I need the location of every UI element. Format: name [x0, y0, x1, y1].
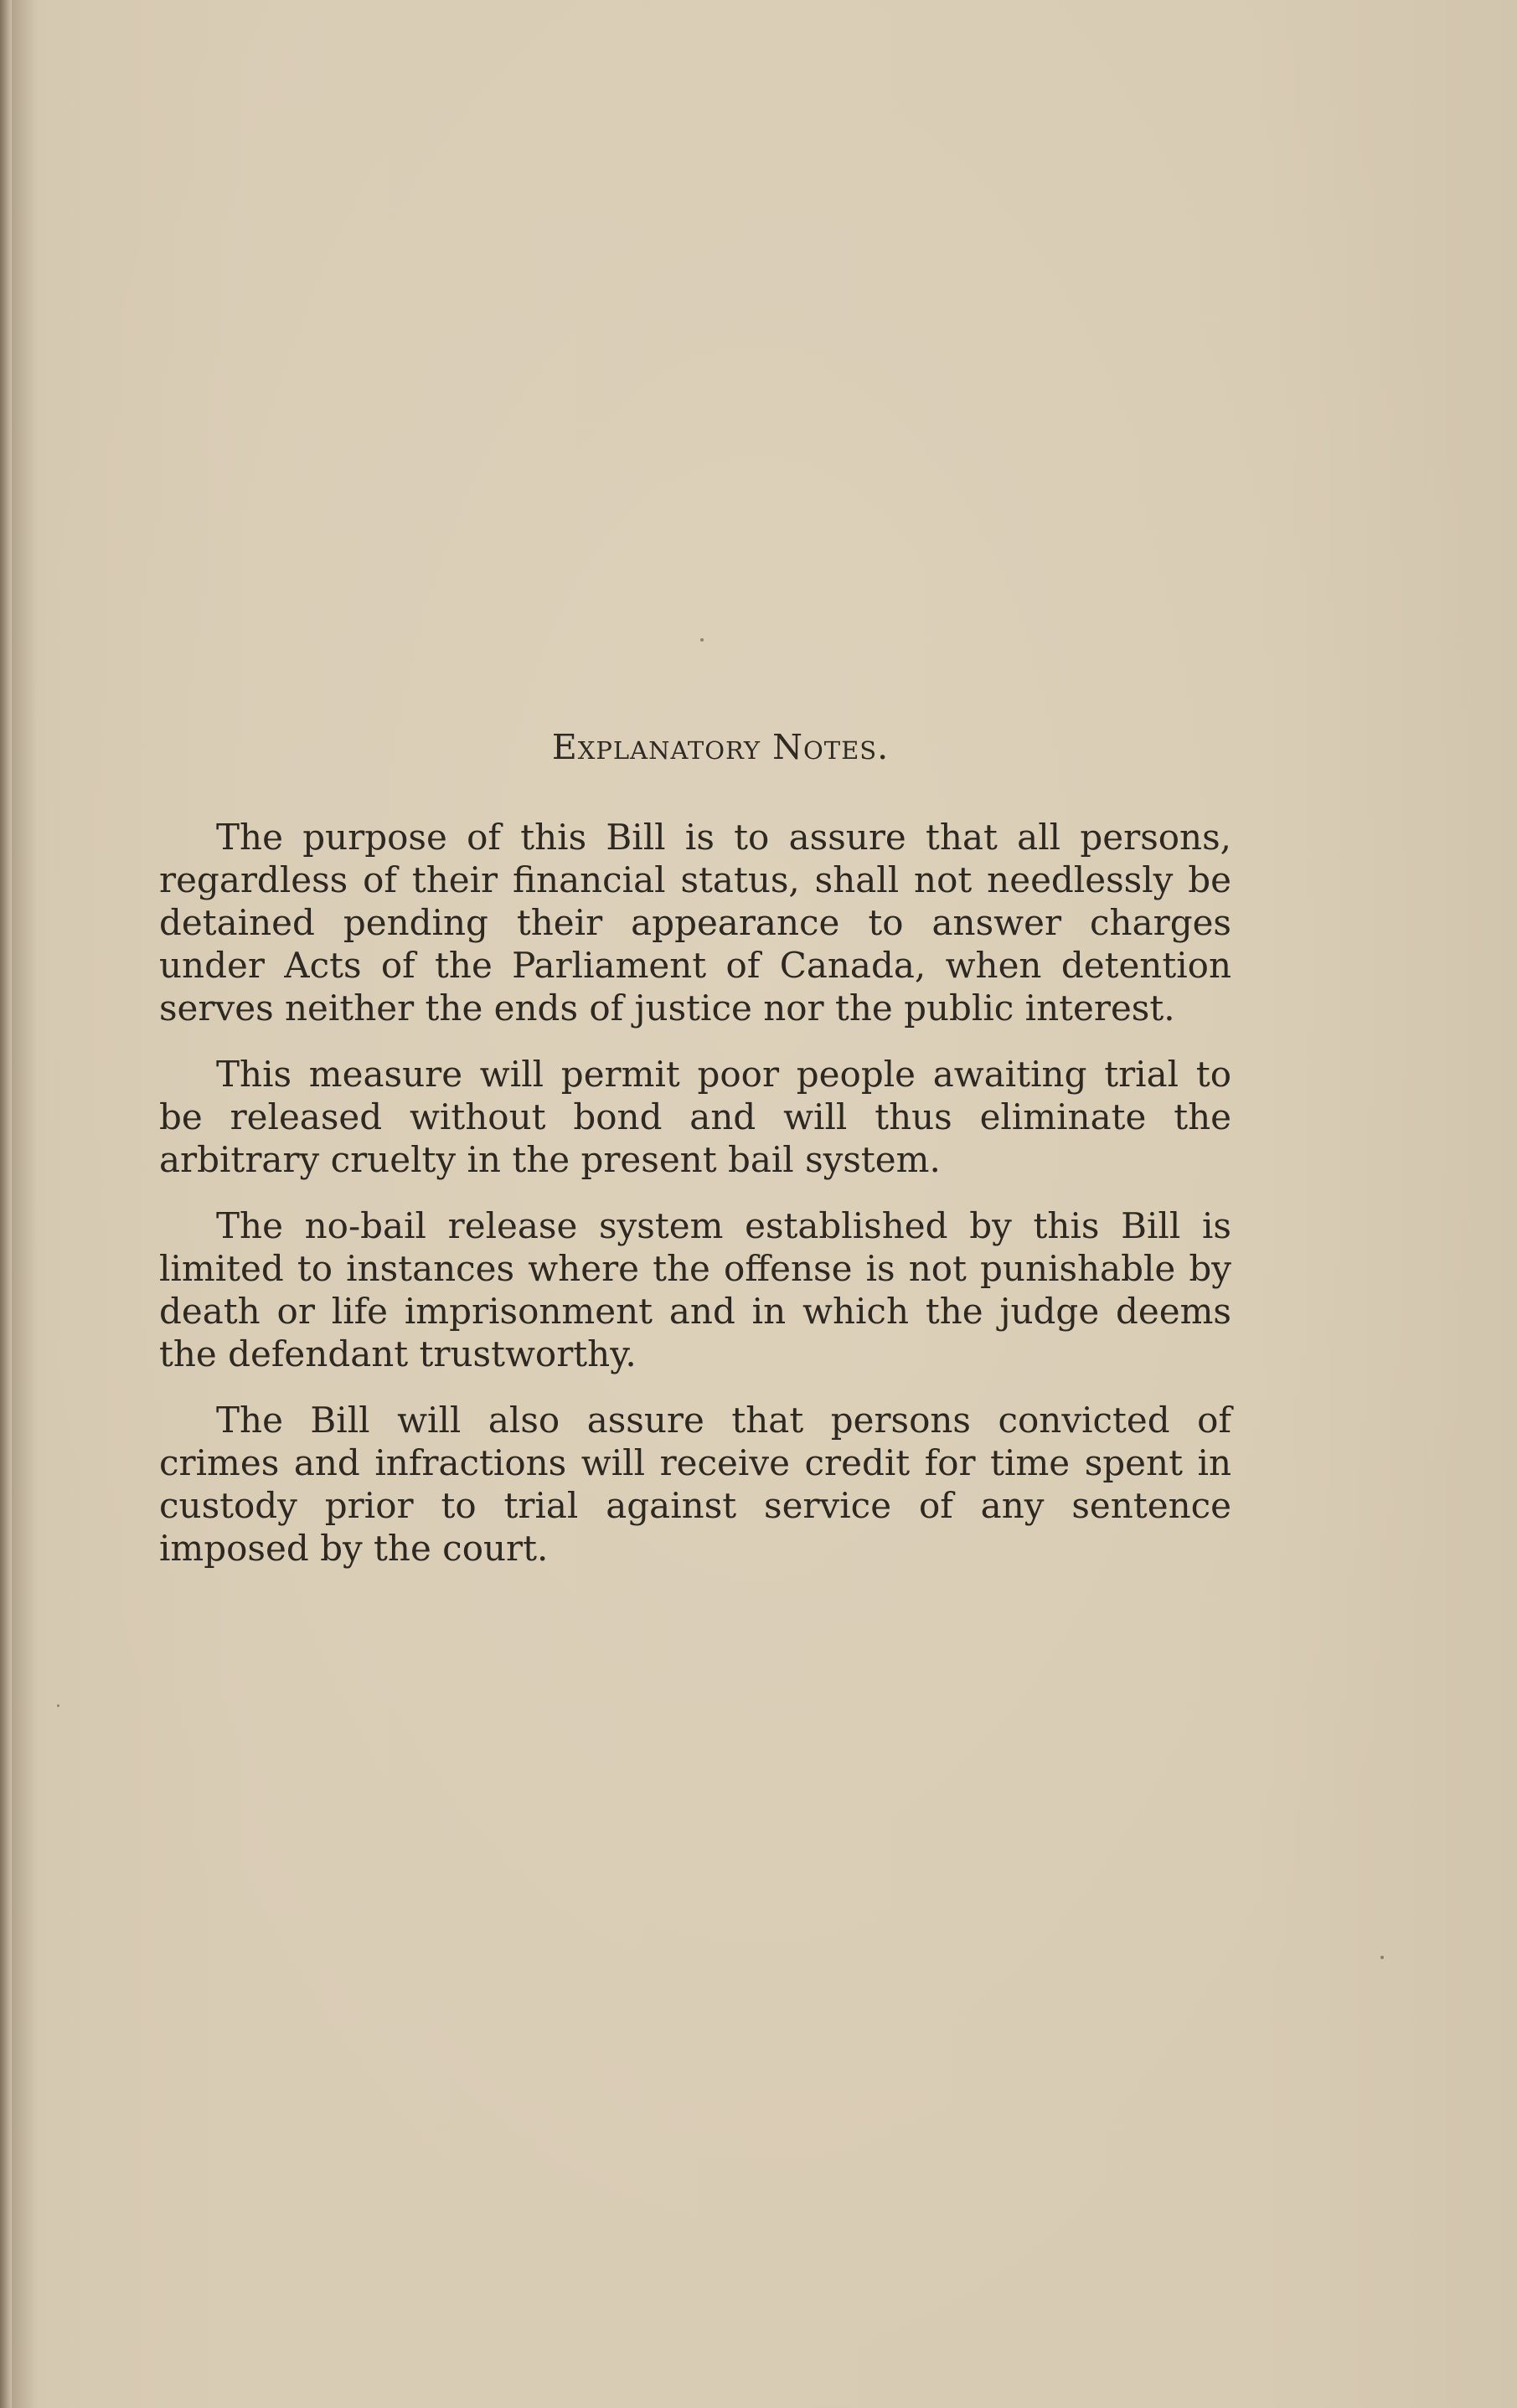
- notes-paragraph-1: The purpose of this Bill is to assure that all persons, regardless of their financial status, shall not needlessly be detained pending their appearance to answer charges under Acts of the Parliament of Canada, when detention serves neither the ends of justice nor the public interest.: [159, 817, 1231, 1029]
- notes-paragraph-4: The Bill will also assure that persons convicted of crimes and infractions will receive credit for time spent in custody prior to trial against service of any sentence imposed by the court.: [159, 1400, 1231, 1569]
- explanatory-notes: [159, 727, 1231, 1593]
- notes-heading: Explanatory Notes.: [551, 727, 890, 767]
- paper-speck: [57, 1704, 59, 1707]
- page-binding-shadow: [12, 0, 37, 2408]
- notes-paragraph-3: The no-bail release system established by this Bill is limited to instances where the offense is not punishable by death or life imprisonment and in which the judge deems the defendant trustworthy.: [159, 1205, 1231, 1374]
- notes-paragraph-2: This measure will permit poor people awaiting trial to be released without bond and will thus eliminate the arbitrary cruelty in the present bail system.: [159, 1054, 1231, 1180]
- paper-speck: [700, 638, 704, 642]
- page-binding-edge: [0, 0, 12, 2408]
- paper-speck: [1380, 1956, 1384, 1959]
